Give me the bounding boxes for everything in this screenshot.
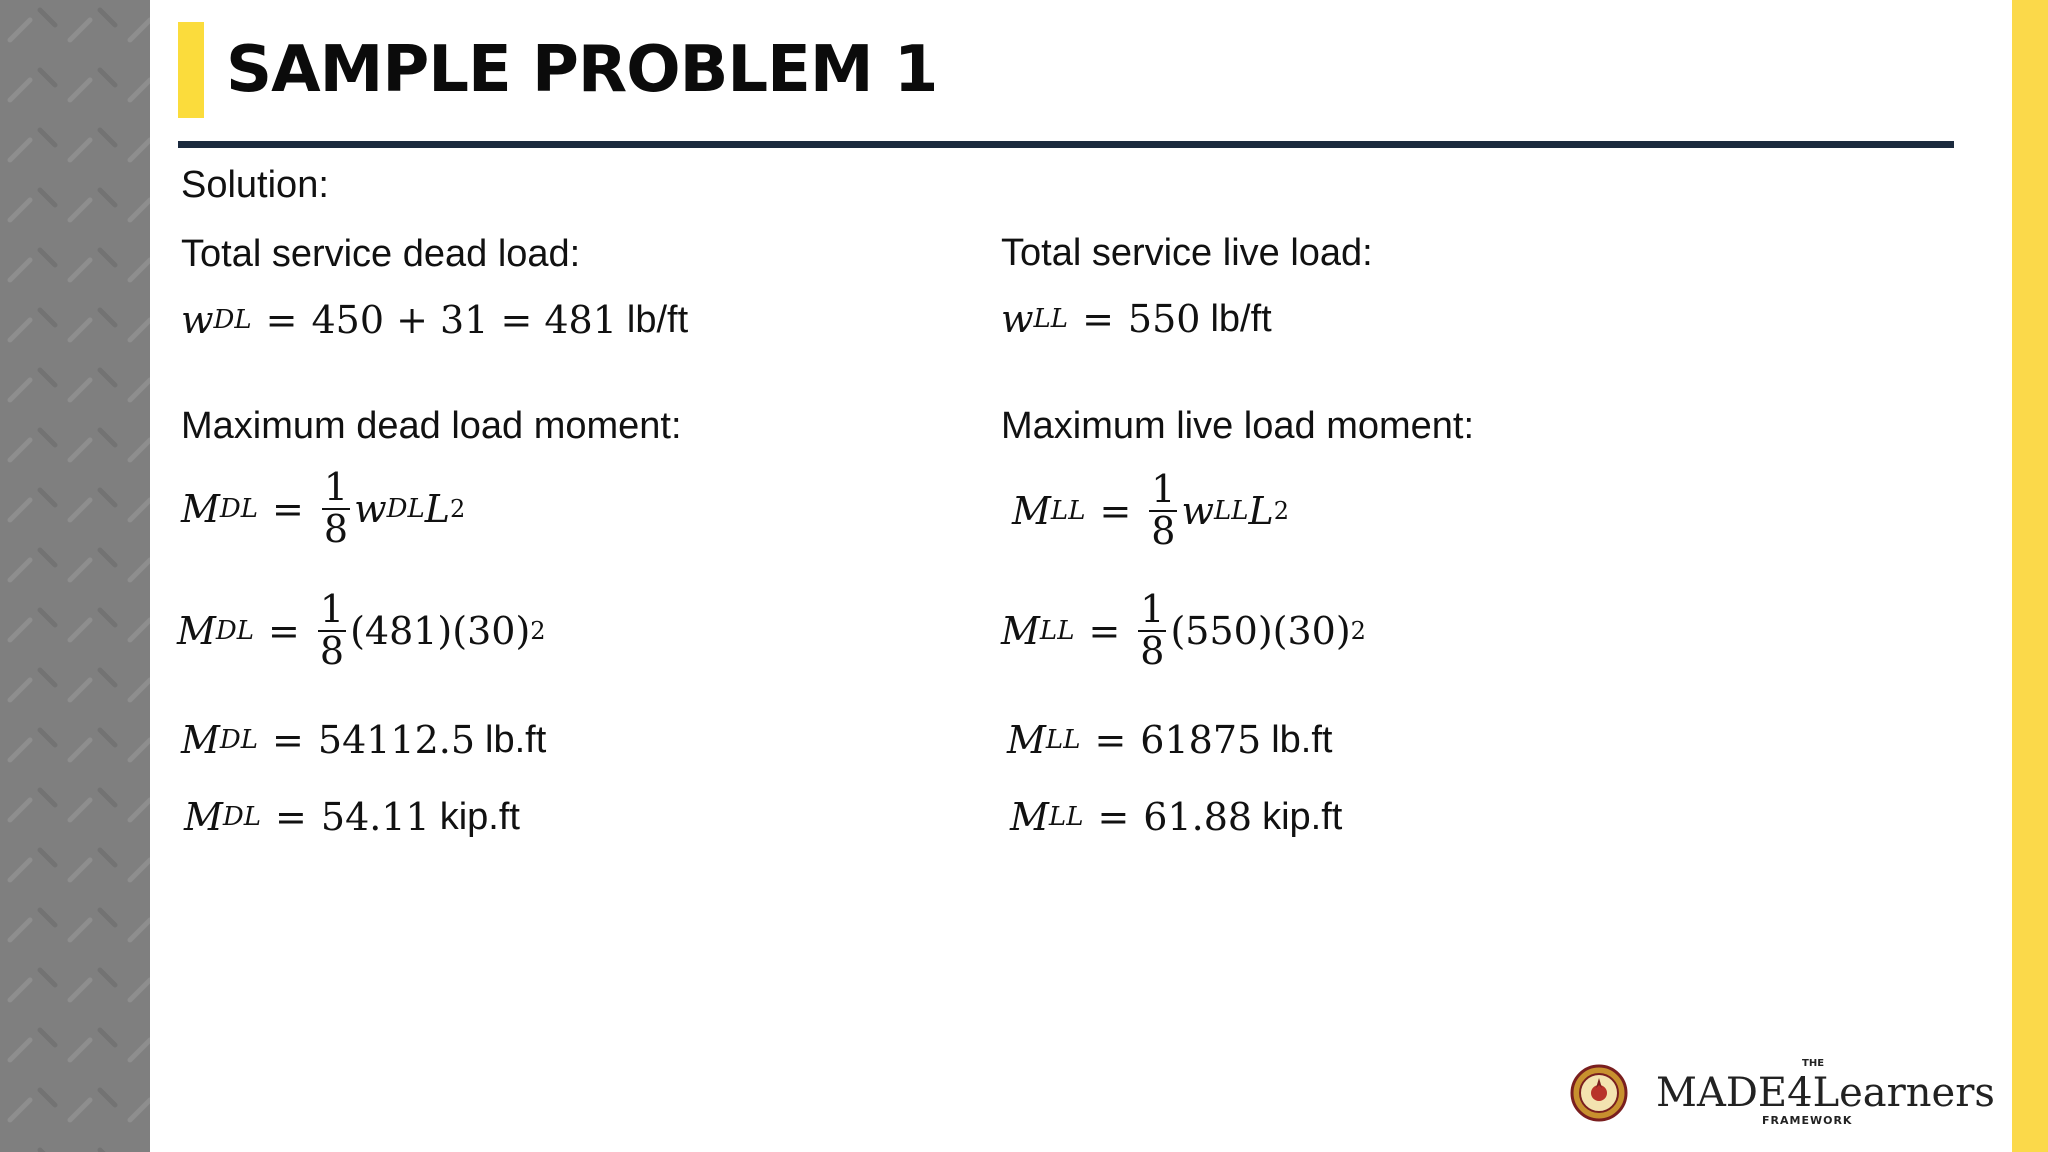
eq-subscript: LL: [1045, 725, 1081, 755]
eq-subscript: LL: [1039, 615, 1075, 646]
fraction-numerator: 1: [1140, 587, 1165, 631]
fraction-numerator: 1: [319, 587, 345, 631]
dead-moment-substitution: [177, 587, 546, 673]
live-moment-substitution: [1001, 587, 1366, 673]
brand-framework: FRAMEWORK: [1762, 1114, 1853, 1127]
eq-symbol: w: [1001, 297, 1034, 341]
result-unit: lb.ft: [1271, 718, 1333, 761]
live-moment-heading: Maximum live load moment:: [1001, 405, 1475, 447]
eq-subscript: LL: [1033, 304, 1069, 334]
result-unit: kip.ft: [1262, 795, 1343, 838]
exponent: 2: [1273, 496, 1290, 525]
live-moment-result-kipft: [1010, 795, 1342, 839]
dead-moment-result-kipft: [184, 795, 520, 839]
equals-sign: =: [268, 608, 300, 653]
exponent: 2: [1350, 616, 1366, 645]
made4learners-logo: [1570, 1058, 1995, 1127]
result-unit: kip.ft: [439, 795, 520, 838]
dead-moment-formula: [181, 465, 466, 551]
length-symbol: L: [424, 486, 450, 531]
fraction: [1138, 587, 1166, 673]
fraction-denominator: 8: [1151, 508, 1176, 553]
eq-symbol: M: [1012, 488, 1051, 533]
eq-subscript: LL: [1050, 495, 1086, 526]
w-symbol: w: [354, 486, 387, 531]
dead-load-heading: Total service dead load:: [181, 233, 581, 275]
title-divider: [178, 141, 1954, 148]
exponent: 2: [449, 494, 466, 523]
fraction: [322, 465, 350, 551]
equals-sign: =: [272, 718, 304, 762]
length-symbol: L: [1248, 488, 1274, 533]
fraction: [318, 587, 346, 673]
left-decorative-strip: [0, 0, 150, 1152]
fraction-numerator: 1: [1151, 467, 1176, 511]
eq-rhs: 550: [1127, 297, 1201, 341]
eq-symbol: M: [181, 718, 220, 762]
result-value: 61.88: [1143, 795, 1253, 839]
eq-symbol: M: [1010, 795, 1049, 839]
eq-symbol: w: [181, 298, 214, 342]
eq-subscript: DL: [213, 305, 252, 335]
eq-unit: lb/ft: [1210, 297, 1272, 340]
w-symbol: w: [1181, 488, 1215, 533]
exponent: 2: [530, 616, 546, 645]
eq-rhs: 450 + 31 = 481: [311, 298, 617, 342]
eq-subscript: LL: [1048, 802, 1084, 832]
equals-sign: =: [1088, 608, 1121, 653]
brand-name: MADE4Learners: [1656, 1070, 1995, 1116]
equals-sign: =: [275, 795, 307, 839]
university-seal-icon: [1570, 1064, 1628, 1122]
eq-unit: lb/ft: [626, 298, 689, 341]
substituted-values: (550)(30): [1170, 608, 1351, 653]
eq-symbol: M: [181, 486, 220, 531]
eq-subscript: DL: [219, 725, 259, 755]
equals-sign: =: [1094, 718, 1127, 762]
slide-title: SAMPLE PROBLEM 1: [226, 33, 938, 107]
live-load-heading: Total service live load:: [1001, 232, 1373, 274]
dead-moment-heading: Maximum dead load moment:: [181, 405, 682, 447]
eq-subscript: DL: [219, 493, 259, 524]
brand-the: THE: [1802, 1058, 1825, 1069]
dead-moment-result-lbft: [181, 718, 546, 762]
equals-sign: =: [265, 298, 298, 342]
eq-symbol: M: [177, 608, 216, 653]
fraction-denominator: 8: [323, 506, 349, 551]
eq-symbol: M: [1001, 608, 1040, 653]
solution-label: Solution:: [181, 164, 329, 206]
result-value: 61875: [1140, 718, 1262, 762]
result-value: 54.11: [320, 795, 430, 839]
equals-sign: =: [1097, 795, 1130, 839]
equals-sign: =: [1099, 488, 1132, 533]
result-unit: lb.ft: [485, 718, 547, 761]
title-accent-bar: [178, 22, 204, 118]
w-subscript: DL: [386, 493, 425, 524]
result-value: 54112.5: [317, 718, 476, 762]
live-moment-result-lbft: [1007, 718, 1332, 762]
substituted-values: (481)(30): [350, 608, 531, 653]
fraction-denominator: 8: [1140, 628, 1165, 673]
eq-subscript: DL: [222, 802, 262, 832]
fraction-denominator: 8: [319, 628, 345, 673]
live-moment-formula: [1012, 467, 1290, 553]
eq-symbol: M: [1007, 718, 1046, 762]
equals-sign: =: [272, 486, 304, 531]
right-accent-strip: [2012, 0, 2048, 1152]
equals-sign: =: [1082, 297, 1114, 341]
fraction-numerator: 1: [323, 465, 349, 509]
w-subscript: LL: [1214, 495, 1249, 526]
live-load-equation: [1001, 297, 1272, 341]
eq-symbol: M: [184, 795, 223, 839]
eq-subscript: DL: [215, 615, 255, 646]
dead-load-equation: [181, 298, 688, 342]
fraction: [1149, 467, 1177, 553]
diamond-plate-pattern: [0, 0, 150, 1152]
